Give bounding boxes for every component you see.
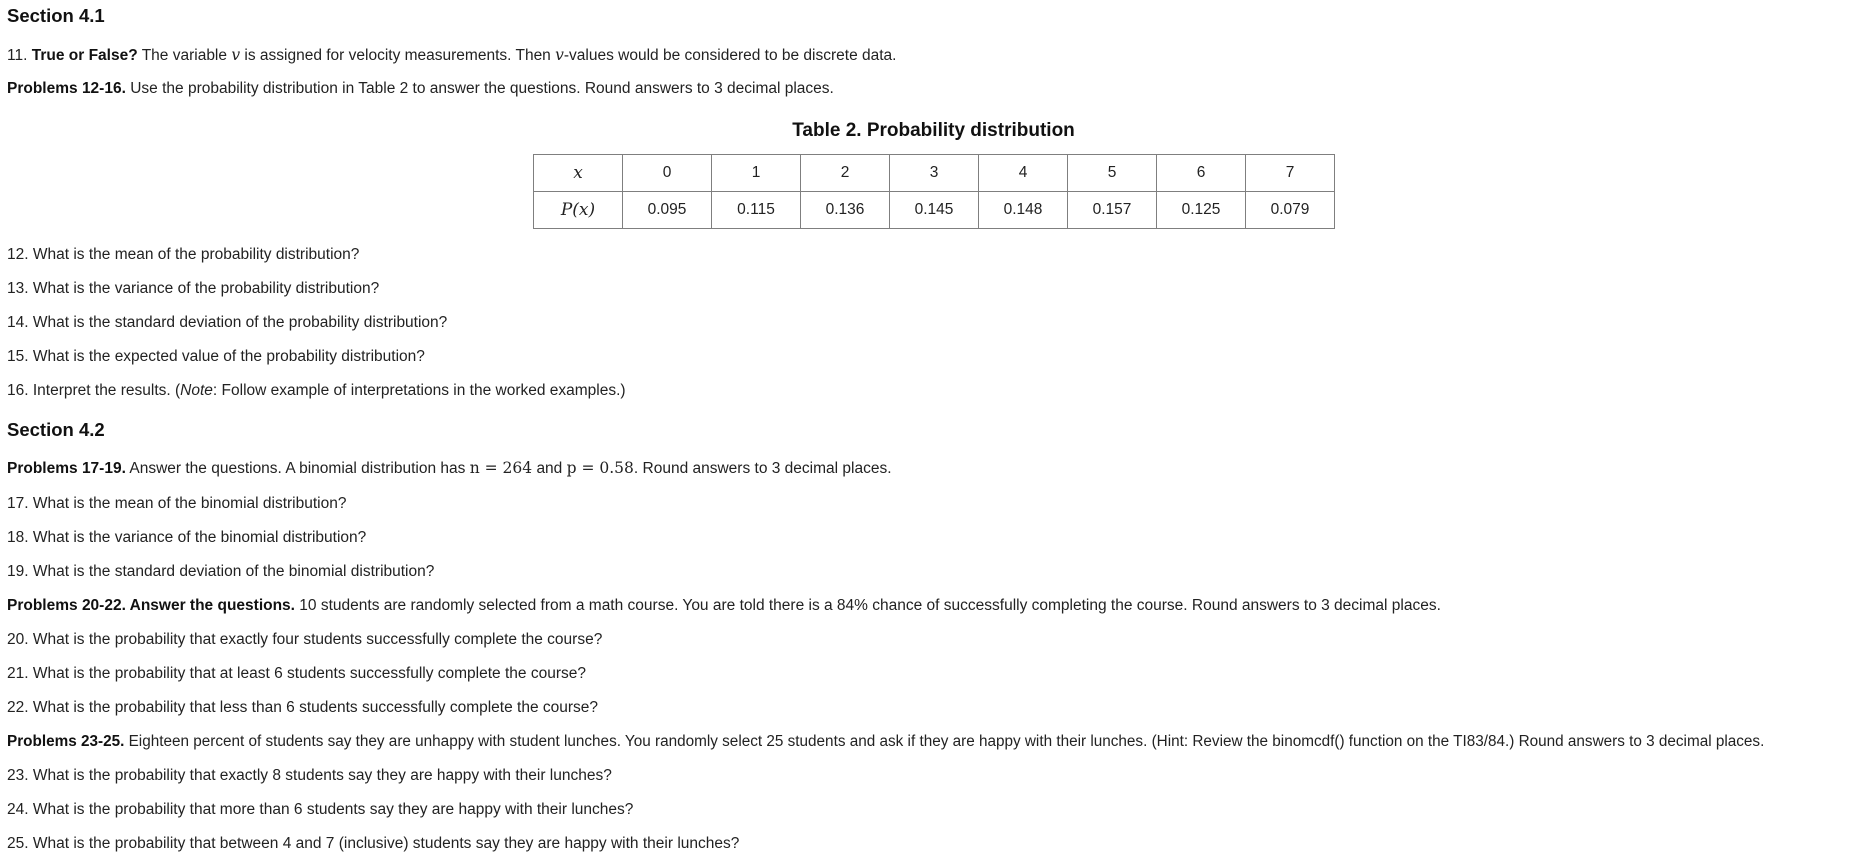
section-4-1-heading: Section 4.1: [7, 5, 105, 26]
problems-20-22-intro: [7, 597, 1441, 615]
p-expression: p = 0.58: [566, 459, 634, 477]
problems-label: Problems 23-25.: [7, 733, 125, 750]
question-text: The variable: [141, 47, 227, 64]
question-17: 17. What is the mean of the binomial distribution?: [7, 495, 347, 512]
question-20: 20. What is the probability that exactly four students successfully complete the course?: [7, 631, 603, 648]
probability-table: [533, 154, 1335, 229]
x-row: [534, 155, 1335, 192]
probability-value: 0.095: [623, 192, 712, 229]
question-11: [7, 46, 896, 65]
problems-label: Problems 17-19.: [7, 460, 126, 477]
intro-text: and: [536, 460, 563, 477]
x-value: 4: [979, 155, 1068, 192]
question-number: 11.: [7, 47, 28, 64]
problems-label: Problems 12-16.: [7, 80, 126, 97]
x-header: x: [534, 155, 623, 192]
question-24: 24. What is the probability that more than 6 students say they are happy with their lunches?: [7, 801, 634, 818]
x-value: 1: [712, 155, 801, 192]
question-12: 12. What is the mean of the probability distribution?: [7, 246, 360, 263]
probability-value: 0.115: [712, 192, 801, 229]
question-text: -values would be considered to be discrete data.: [563, 47, 897, 64]
section-4-2-heading: Section 4.2: [7, 419, 105, 440]
question-22: 22. What is the probability that less than 6 students successfully complete the course?: [7, 699, 599, 716]
x-value: 6: [1157, 155, 1246, 192]
intro-text: . Round answers to 3 decimal places.: [633, 460, 892, 477]
n-expression: n = 264: [469, 459, 533, 477]
probability-value: 0.157: [1068, 192, 1157, 229]
x-value: 3: [890, 155, 979, 192]
probability-value: 0.145: [890, 192, 979, 229]
intro-text: Eighteen percent of students say they are unhappy with student lunches. You randomly select 25 students and ask if they are happy with their lunches. (Hint: Review the binomcdf() function on the TI83/84.) Round answers to 3 decimal places.: [128, 733, 1765, 750]
variable-v: v: [231, 46, 241, 64]
intro-text: Use the probability distribution in Table 2 to answer the questions. Round answers to 3 decimal places.: [130, 80, 834, 97]
probability-header: P(x): [534, 192, 623, 229]
note-label: Note: [180, 382, 213, 399]
x-value: 2: [801, 155, 890, 192]
table-caption: Table 2. Probability distribution: [792, 120, 1075, 141]
problems-23-25-intro: [7, 733, 1764, 751]
variable-v: v: [555, 46, 564, 64]
probability-row: [534, 192, 1335, 229]
problems-17-19-intro: [7, 459, 892, 478]
question-25: 25. What is the probability that between 4 and 7 (inclusive) students say they are happy with their lunches?: [7, 835, 740, 852]
problems-12-16-intro: [7, 80, 834, 98]
question-23: 23. What is the probability that exactly 8 students say they are happy with their lunches?: [7, 767, 612, 784]
x-value: 0: [623, 155, 712, 192]
x-value: 7: [1246, 155, 1335, 192]
question-13: 13. What is the variance of the probability distribution?: [7, 280, 380, 297]
question-text: 16. Interpret the results. (: [7, 382, 181, 399]
probability-value: 0.125: [1157, 192, 1246, 229]
intro-text: Answer the questions. A binomial distribution has: [129, 460, 466, 477]
x-value: 5: [1068, 155, 1157, 192]
question-15: 15. What is the expected value of the probability distribution?: [7, 348, 425, 365]
question-21: 21. What is the probability that at least 6 students successfully complete the course?: [7, 665, 586, 682]
question-18: 18. What is the variance of the binomial distribution?: [7, 529, 367, 546]
question-16: [7, 382, 626, 400]
probability-value: 0.148: [979, 192, 1068, 229]
probability-value: 0.136: [801, 192, 890, 229]
intro-text: 10 students are randomly selected from a math course. You are told there is a 84% chance of successfully completing the course. Round answers to 3 decimal places.: [299, 597, 1441, 614]
probability-value: 0.079: [1246, 192, 1335, 229]
true-false-label: True or False?: [31, 47, 138, 64]
question-14: 14. What is the standard deviation of the probability distribution?: [7, 314, 448, 331]
question-text: : Follow example of interpretations in the worked examples.): [212, 382, 626, 399]
question-19: 19. What is the standard deviation of the binomial distribution?: [7, 563, 435, 580]
question-text: is assigned for velocity measurements. Then: [244, 47, 551, 64]
problems-label: Problems 20-22. Answer the questions.: [7, 597, 295, 614]
